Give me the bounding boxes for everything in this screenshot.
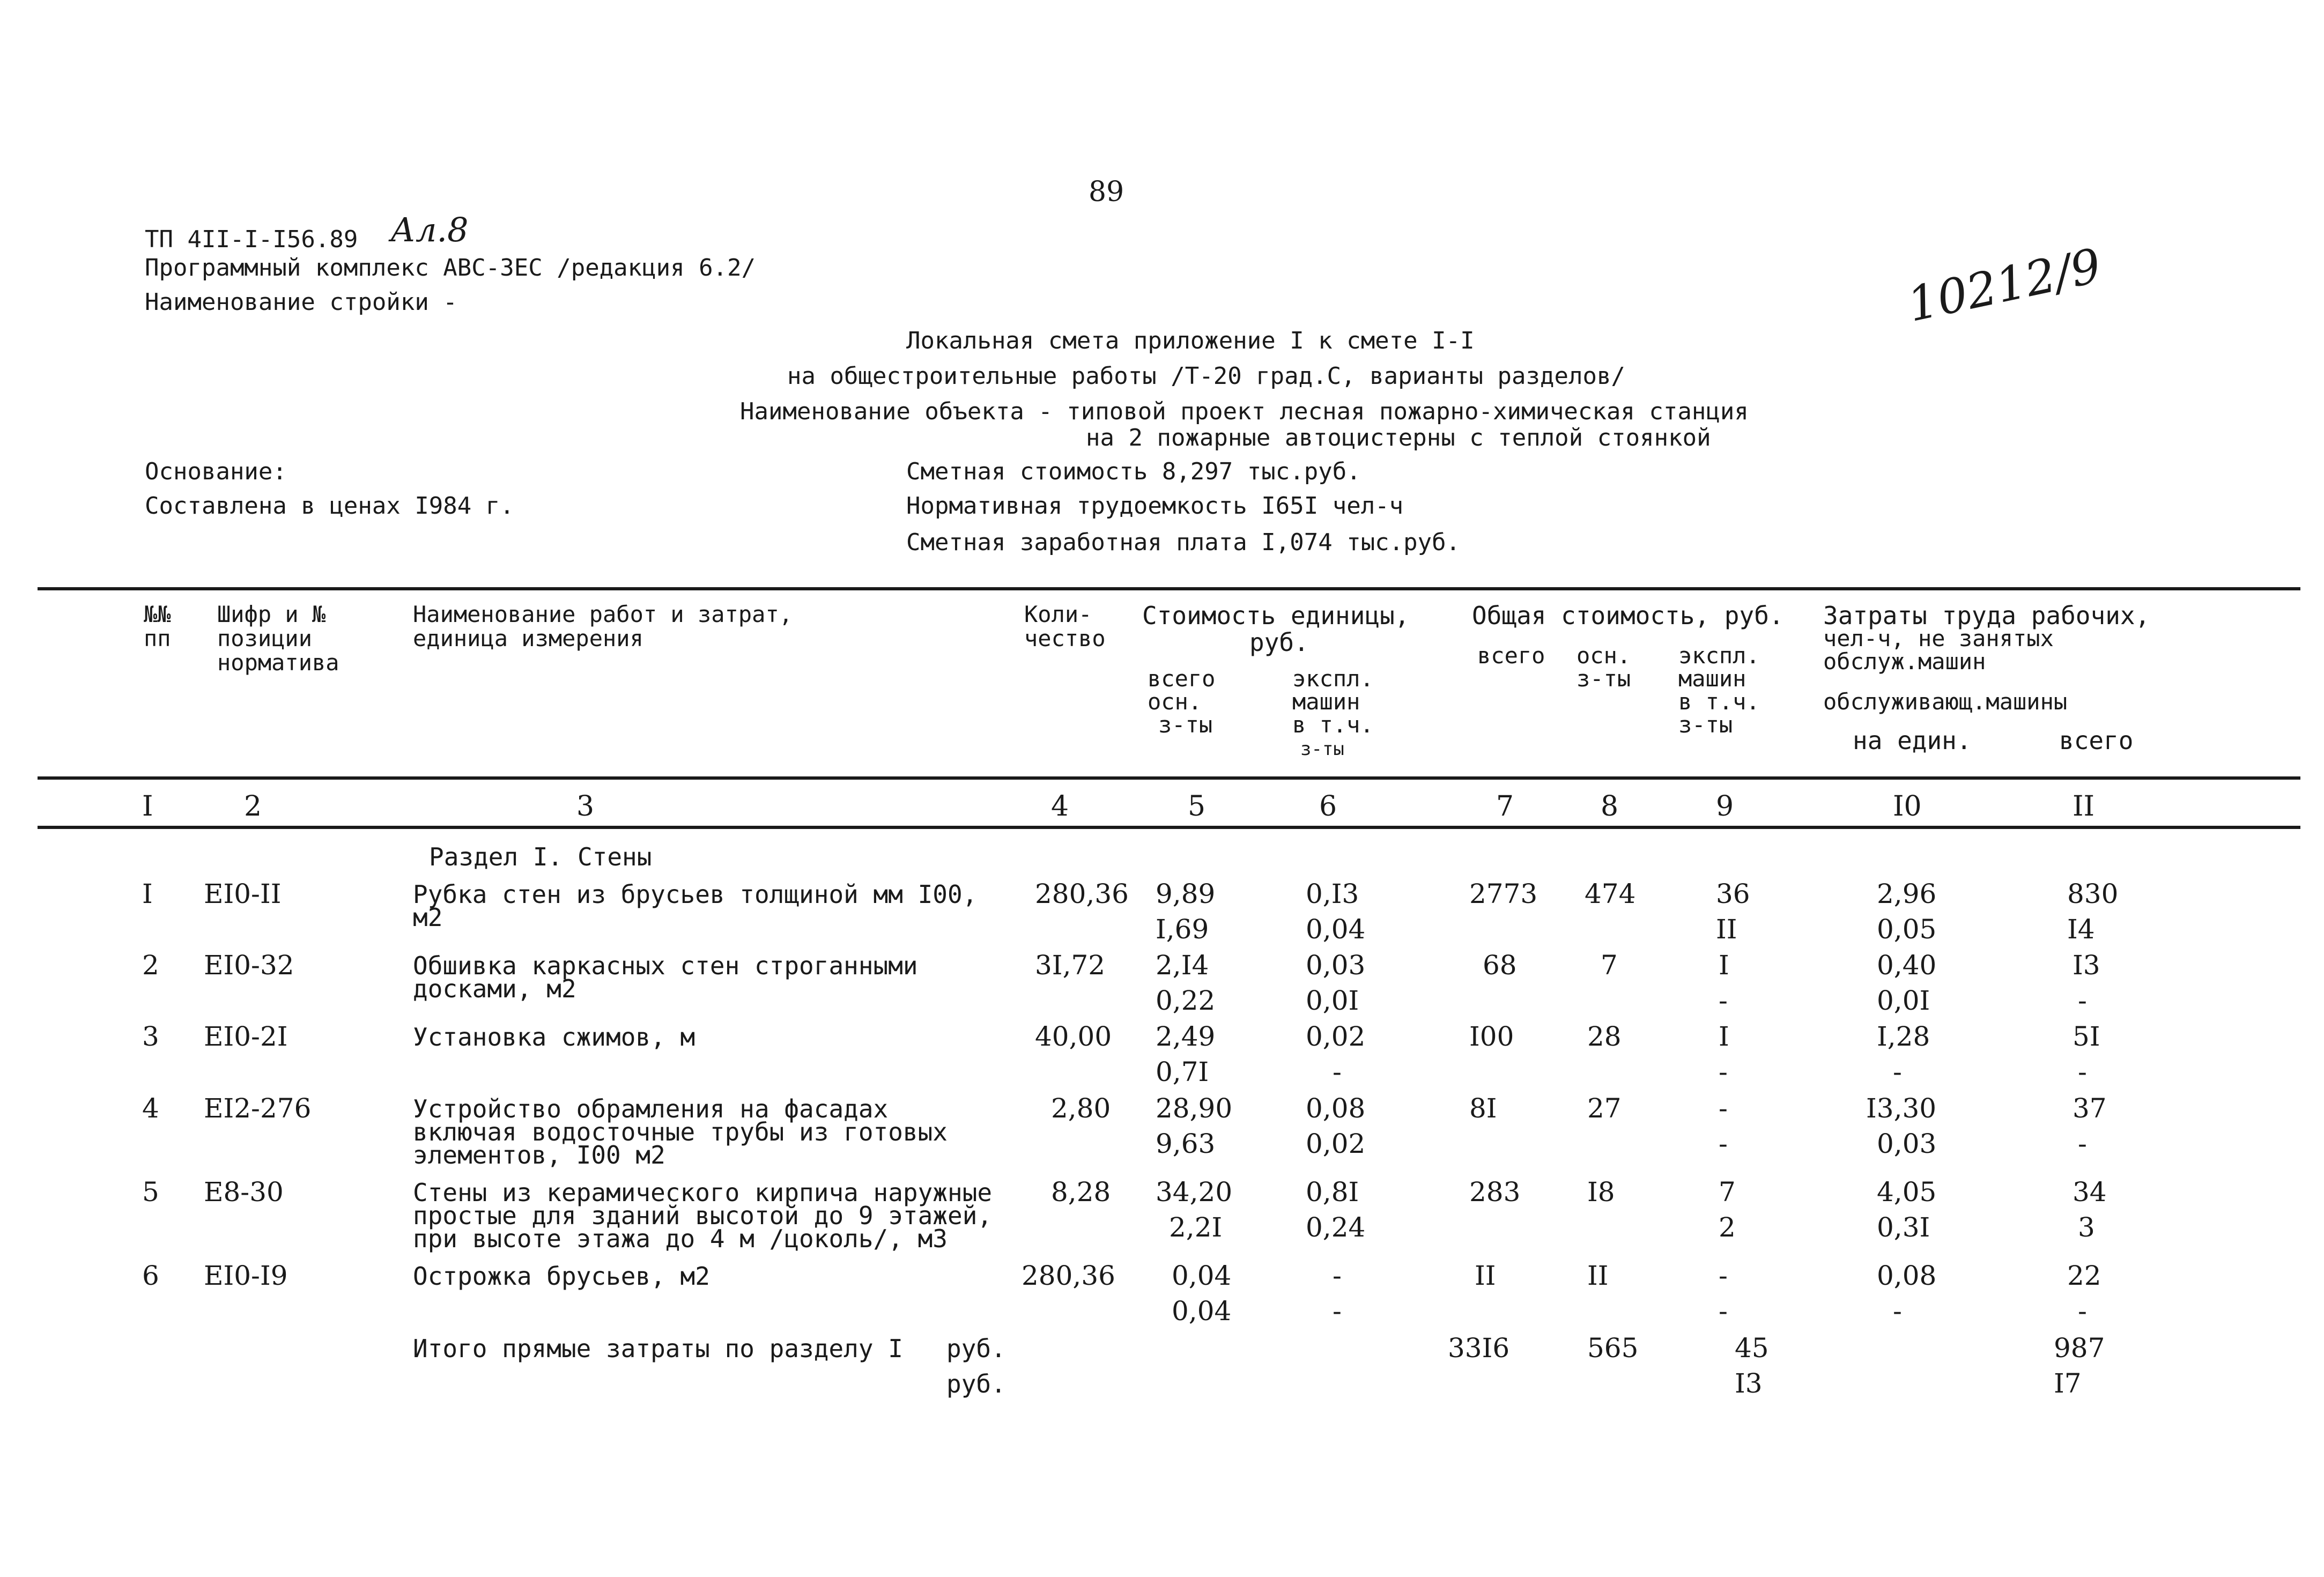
column-number: 4 bbox=[1051, 790, 1069, 823]
column-number: I bbox=[142, 790, 153, 823]
row-c6: 0,I3 bbox=[1306, 878, 1359, 909]
row-c6: 0,03 bbox=[1306, 950, 1366, 981]
row-c11: - bbox=[2078, 985, 2087, 1016]
row-c5: 28,90 bbox=[1156, 1093, 1233, 1124]
labor-header-1: Затраты труда рабочих, bbox=[1823, 601, 2150, 630]
row-c6: 0,24 bbox=[1306, 1212, 1366, 1243]
row-c10: 0,03 bbox=[1877, 1128, 1937, 1159]
total-cost-header: Общая стоимость, руб. bbox=[1472, 601, 1784, 630]
row-c6: - bbox=[1333, 1260, 1342, 1291]
total-label: Итого прямые затраты по разделу I bbox=[413, 1334, 903, 1363]
labor-header-3: обслуж.машин bbox=[1823, 648, 1986, 675]
row-number: I bbox=[142, 878, 153, 909]
row-name: включая водосточные трубы из готовых bbox=[413, 1117, 948, 1146]
row-name: досками, м2 bbox=[413, 974, 576, 1003]
row-code: EI0-32 bbox=[204, 950, 294, 981]
section-title: Раздел I. Стены bbox=[429, 842, 652, 871]
row-c7: II bbox=[1475, 1260, 1496, 1291]
row-c11: - bbox=[2078, 1295, 2087, 1327]
summary-labor: Нормативная трудоемкость I65I чел-ч bbox=[906, 492, 1404, 520]
row-name: Рубка стен из брусьев толщиной мм I00, bbox=[413, 880, 978, 909]
row-c10: 0,3I bbox=[1877, 1212, 1930, 1243]
row-c5: 0,04 bbox=[1172, 1295, 1232, 1327]
row-c9: 36 bbox=[1716, 878, 1750, 909]
row-code: EI2-276 bbox=[204, 1093, 312, 1124]
row-c5: 2,49 bbox=[1156, 1021, 1216, 1052]
row-code: EI0-I9 bbox=[204, 1260, 288, 1291]
col5-header-2: осн. bbox=[1148, 688, 1202, 715]
title-line-1: Локальная смета приложение I к смете I-I bbox=[906, 327, 1475, 354]
total-c11: 987 bbox=[2054, 1332, 2105, 1364]
row-c6: - bbox=[1333, 1295, 1342, 1327]
unit-cost-header-2: руб. bbox=[1249, 628, 1309, 657]
row-c9: 2 bbox=[1719, 1212, 1736, 1243]
row-c7: 2773 bbox=[1469, 878, 1538, 909]
col1-header-2: пп bbox=[144, 625, 171, 651]
column-number: 5 bbox=[1188, 790, 1206, 823]
row-c11: 830 bbox=[2067, 878, 2119, 909]
total-c9: 45 bbox=[1735, 1332, 1769, 1364]
row-c5: I,69 bbox=[1156, 914, 1209, 945]
unit-cost-header-1: Стоимость единицы, bbox=[1142, 601, 1410, 630]
row-c5: 0,04 bbox=[1172, 1260, 1232, 1291]
row-c11: I4 bbox=[2067, 914, 2095, 945]
total-unit: руб. bbox=[946, 1369, 1006, 1398]
total-c9: I3 bbox=[1735, 1368, 1763, 1399]
col9-header-3: в т.ч. bbox=[1678, 688, 1760, 715]
row-qty: 8,28 bbox=[1051, 1176, 1111, 1208]
row-qty: 3I,72 bbox=[1035, 950, 1106, 981]
row-c9: - bbox=[1719, 1260, 1728, 1291]
col4-header-1: Коли- bbox=[1024, 601, 1092, 627]
row-c11: 34 bbox=[2073, 1176, 2107, 1208]
col3-header-1: Наименование работ и затрат, bbox=[413, 601, 793, 627]
col5-header-1: всего bbox=[1148, 665, 1216, 692]
col11-header: всего bbox=[2059, 726, 2134, 755]
col6-header-1: экспл. bbox=[1292, 665, 1374, 692]
col6-header-4: з-ты bbox=[1300, 738, 1344, 760]
col9-header-4: з-ты bbox=[1678, 712, 1733, 738]
col9-header-1: экспл. bbox=[1678, 642, 1760, 669]
prices-label: Составлена в ценах I984 г. bbox=[145, 492, 514, 520]
col7-header: всего bbox=[1477, 642, 1545, 669]
row-c6: 0,08 bbox=[1306, 1093, 1366, 1124]
total-c8: 565 bbox=[1587, 1332, 1639, 1364]
column-number: 9 bbox=[1716, 790, 1734, 823]
row-c9: - bbox=[1719, 1295, 1728, 1327]
row-c10: 0,40 bbox=[1877, 950, 1937, 981]
column-number: I0 bbox=[1893, 790, 1922, 823]
row-c8: I8 bbox=[1587, 1176, 1615, 1208]
basis-label: Основание: bbox=[145, 458, 287, 485]
row-c10: 0,0I bbox=[1877, 985, 1930, 1016]
row-number: 5 bbox=[142, 1176, 159, 1208]
row-name: Стены из керамического кирпича наружные bbox=[413, 1178, 993, 1207]
title-line-3: Наименование объекта - типовой проект лесная пожарно-химическая станция bbox=[740, 398, 1749, 425]
row-name: м2 bbox=[413, 903, 443, 932]
row-c5: 2,I4 bbox=[1156, 950, 1209, 981]
row-c7: 283 bbox=[1469, 1176, 1521, 1208]
album-mark: Ал.8 bbox=[390, 210, 469, 249]
row-c9: - bbox=[1719, 1128, 1728, 1159]
col1-header-1: №№ bbox=[144, 601, 171, 627]
row-c10: 0,08 bbox=[1877, 1260, 1937, 1291]
table-top-rule bbox=[38, 587, 2300, 590]
column-number: 2 bbox=[244, 790, 262, 823]
total-c7: 33I6 bbox=[1448, 1332, 1510, 1364]
col2-header-3: норматива bbox=[217, 649, 339, 676]
row-c8: II bbox=[1587, 1260, 1609, 1291]
row-c5: 0,7I bbox=[1156, 1056, 1209, 1087]
row-name: Установка сжимов, м bbox=[413, 1023, 695, 1052]
row-c9: I bbox=[1719, 950, 1729, 981]
row-c8: 27 bbox=[1587, 1093, 1622, 1124]
row-c6: - bbox=[1333, 1056, 1342, 1087]
row-c11: 5I bbox=[2073, 1021, 2100, 1052]
col8-header-1: осн. bbox=[1577, 642, 1631, 669]
row-c11: - bbox=[2078, 1056, 2087, 1087]
column-number: 3 bbox=[576, 790, 595, 823]
col2-header-2: позиции bbox=[217, 625, 313, 651]
row-qty: 2,80 bbox=[1051, 1093, 1111, 1124]
row-c8: 474 bbox=[1585, 878, 1636, 909]
title-line-4: на 2 пожарные автоцистерны с теплой стоянкой bbox=[1086, 424, 1711, 451]
header-bottom-rule bbox=[38, 776, 2300, 780]
row-c8: 28 bbox=[1587, 1021, 1622, 1052]
row-number: 6 bbox=[142, 1260, 159, 1291]
construction-name: Наименование стройки - bbox=[145, 288, 457, 316]
row-code: EI0-2I bbox=[204, 1021, 288, 1052]
row-c9: I bbox=[1719, 1021, 1729, 1052]
row-c6: 0,02 bbox=[1306, 1021, 1366, 1052]
doc-code: ТП 4II-I-I56.89 bbox=[145, 226, 358, 253]
total-c11: I7 bbox=[2054, 1368, 2082, 1399]
row-name: при высоте этажа до 4 м /цоколь/, м3 bbox=[413, 1224, 948, 1253]
row-code: E8-30 bbox=[204, 1176, 284, 1208]
row-c6: 0,0I bbox=[1306, 985, 1359, 1016]
page-number: 89 bbox=[1089, 176, 1124, 208]
col10-header: на един. bbox=[1853, 726, 1972, 755]
total-unit: руб. bbox=[946, 1334, 1006, 1363]
summary-cost: Сметная стоимость 8,297 тыс.руб. bbox=[906, 458, 1361, 485]
row-c5: 9,89 bbox=[1156, 878, 1216, 909]
program-name: Программный комплекс АВС-ЗЕС /редакция 6.2/ bbox=[145, 254, 756, 282]
row-name: элементов, I00 м2 bbox=[413, 1141, 665, 1169]
row-c6: 0,8I bbox=[1306, 1176, 1359, 1208]
column-number: 7 bbox=[1496, 790, 1514, 823]
col3-header-2: единица измерения bbox=[413, 625, 643, 651]
handwritten-number: 10212/9 bbox=[1903, 238, 2106, 332]
labor-header-4: обслуживающ.машины bbox=[1823, 688, 2068, 715]
row-c10: 2,96 bbox=[1877, 878, 1937, 909]
row-c6: 0,02 bbox=[1306, 1128, 1366, 1159]
row-c5: 0,22 bbox=[1156, 985, 1216, 1016]
row-c6: 0,04 bbox=[1306, 914, 1366, 945]
row-c5: 9,63 bbox=[1156, 1128, 1216, 1159]
column-numbers-rule bbox=[38, 826, 2300, 829]
col5-header-3: з-ты bbox=[1158, 712, 1213, 738]
col4-header-2: чество bbox=[1024, 625, 1106, 651]
row-name: Обшивка каркасных стен строганными bbox=[413, 951, 918, 980]
row-number: 3 bbox=[142, 1021, 159, 1052]
row-c5: 34,20 bbox=[1156, 1176, 1233, 1208]
row-name: Устройство обрамления на фасадах bbox=[413, 1094, 889, 1123]
row-c10: 4,05 bbox=[1877, 1176, 1937, 1208]
column-number: 8 bbox=[1601, 790, 1619, 823]
col9-header-2: машин bbox=[1678, 665, 1746, 692]
labor-header-2: чел-ч, не занятых bbox=[1823, 625, 2054, 651]
row-c10: - bbox=[1893, 1056, 1902, 1087]
row-c11: - bbox=[2078, 1128, 2087, 1159]
row-c7: 8I bbox=[1469, 1093, 1497, 1124]
row-c9: 7 bbox=[1719, 1176, 1736, 1208]
col6-header-3: в т.ч. bbox=[1292, 712, 1374, 738]
row-c7: I00 bbox=[1469, 1021, 1514, 1052]
summary-wage: Сметная заработная плата I,074 тыс.руб. bbox=[906, 529, 1461, 556]
title-line-2: на общестроительные работы /Т-20 град.С, варианты разделов/ bbox=[787, 362, 1625, 390]
row-number: 4 bbox=[142, 1093, 159, 1124]
row-c9: - bbox=[1719, 1056, 1728, 1087]
row-c9: - bbox=[1719, 985, 1728, 1016]
col6-header-2: машин bbox=[1292, 688, 1360, 715]
row-c11: 3 bbox=[2078, 1212, 2095, 1243]
row-qty: 280,36 bbox=[1022, 1260, 1115, 1291]
row-c10: I3,30 bbox=[1866, 1093, 1937, 1124]
row-c9: - bbox=[1719, 1093, 1728, 1124]
row-c7: 68 bbox=[1483, 950, 1517, 981]
row-c11: 37 bbox=[2073, 1093, 2107, 1124]
row-c10: I,28 bbox=[1877, 1021, 1930, 1052]
row-code: EI0-II bbox=[204, 878, 282, 909]
row-c5: 2,2I bbox=[1169, 1212, 1223, 1243]
col8-header-2: з-ты bbox=[1577, 665, 1631, 692]
row-name: Острожка брусьев, м2 bbox=[413, 1262, 710, 1291]
row-c10: 0,05 bbox=[1877, 914, 1937, 945]
row-number: 2 bbox=[142, 950, 159, 981]
column-number: II bbox=[2073, 790, 2095, 823]
row-c9: II bbox=[1716, 914, 1737, 945]
row-c10: - bbox=[1893, 1295, 1902, 1327]
col2-header-1: Шифр и № bbox=[217, 601, 326, 627]
row-c8: 7 bbox=[1601, 950, 1618, 981]
row-c11: I3 bbox=[2073, 950, 2100, 981]
row-qty: 280,36 bbox=[1035, 878, 1129, 909]
row-name: простые для зданий высотой до 9 этажей, bbox=[413, 1201, 993, 1230]
row-c11: 22 bbox=[2067, 1260, 2101, 1291]
row-qty: 40,00 bbox=[1035, 1021, 1112, 1052]
column-number: 6 bbox=[1319, 790, 1337, 823]
